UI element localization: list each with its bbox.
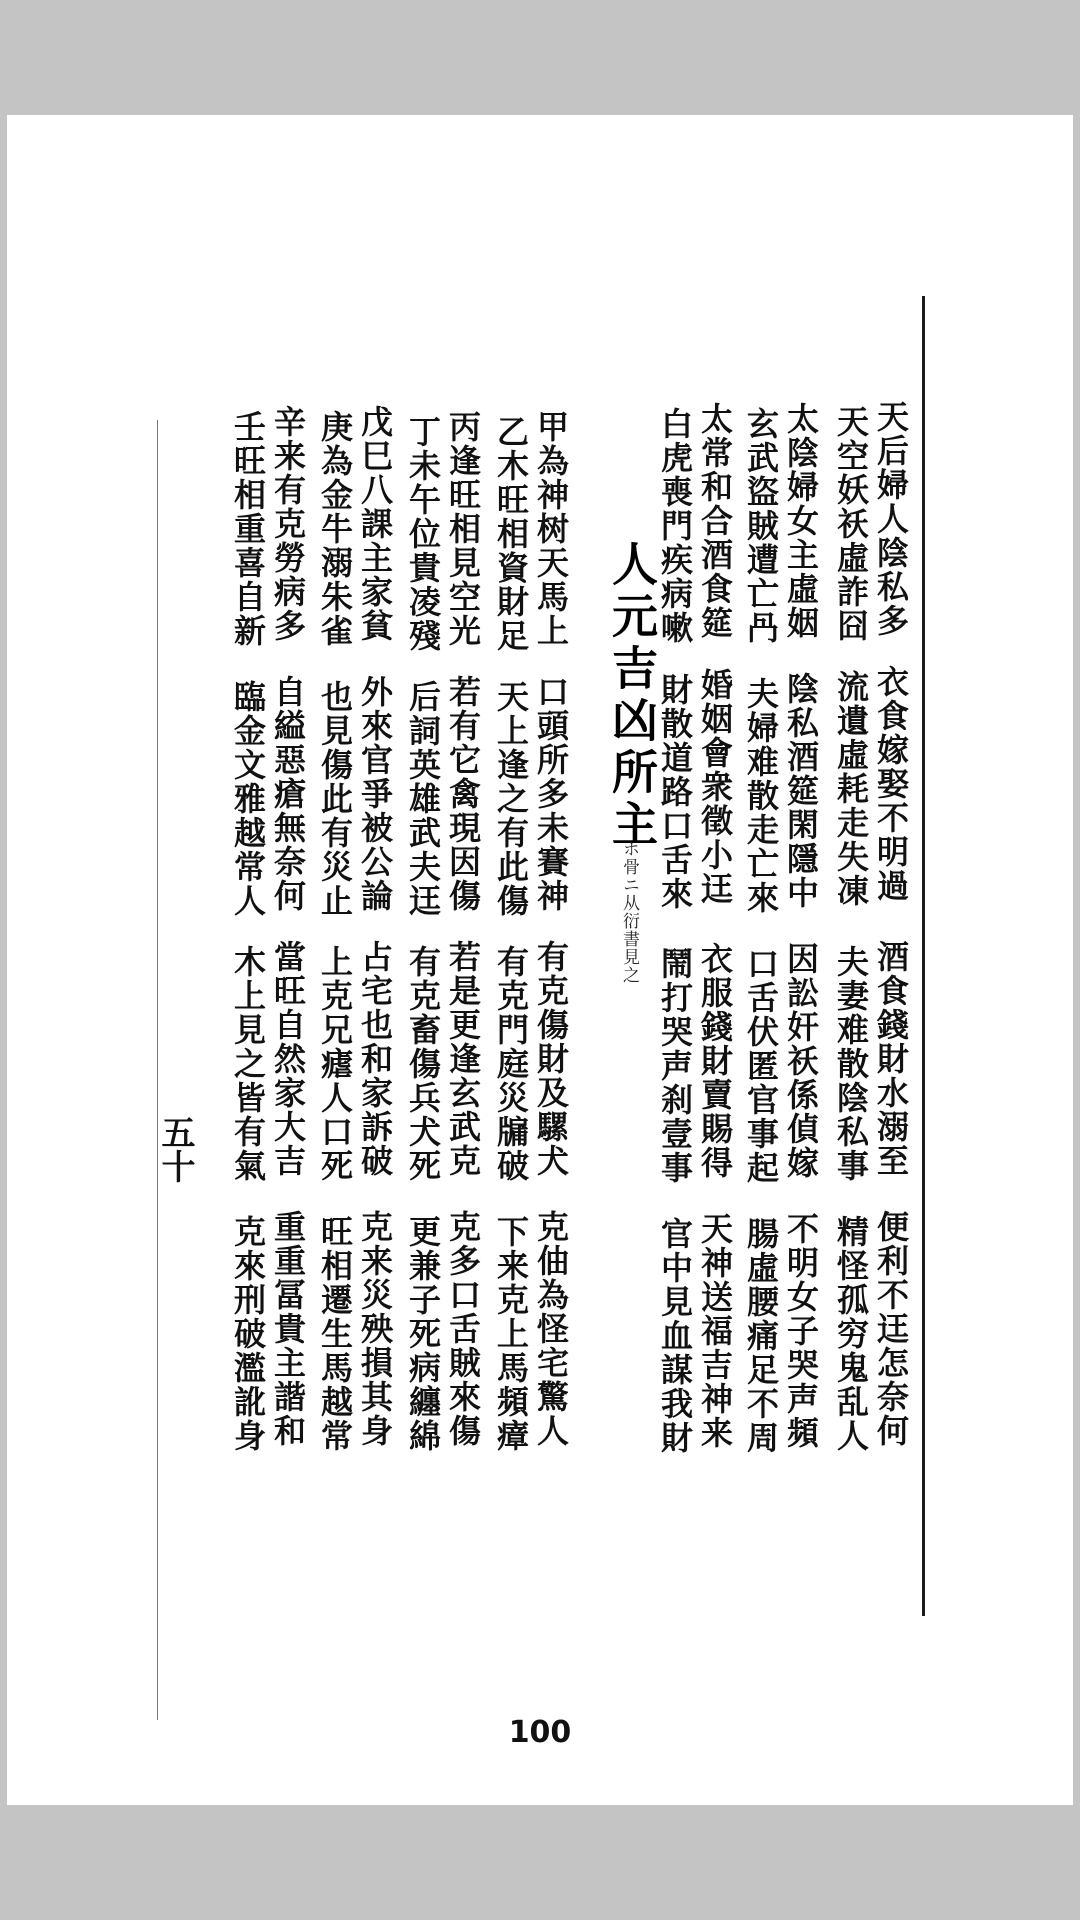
text-column: 也見傷此有災止: [316, 680, 354, 918]
text-column: 若有它禽現因傷: [444, 675, 482, 913]
text-column: 甲為神树天馬上: [532, 410, 570, 648]
text-column: 克多口舌賊來傷: [444, 1210, 482, 1448]
text-column: 天神送福吉神来: [696, 1212, 734, 1450]
text-column: 乙木旺相資財足: [492, 415, 530, 653]
text-column: 丁未午位貴凌殘: [404, 415, 442, 653]
text-column: 有克畜傷兵犬死: [404, 945, 442, 1183]
text-column: 木上見之皆有氣: [229, 945, 267, 1183]
text-column: 有克門庭災牖破: [492, 945, 530, 1183]
text-column: 臨金文雅越常人: [229, 680, 267, 918]
text-column: 辛来有克勞病多: [269, 405, 307, 643]
text-column: 天后婦人陰私多: [872, 400, 910, 638]
text-column: 上克兄瘧人口死: [316, 945, 354, 1183]
text-column: 壬旺相重喜自新: [229, 410, 267, 648]
manuscript-area: [137, 290, 937, 1760]
text-column: 當旺自然家大吉: [269, 940, 307, 1178]
text-column: 戊巳八課主家貧: [356, 405, 394, 643]
text-column: 外來官爭被公論: [356, 675, 394, 913]
text-column: 若是更逢玄武克: [444, 940, 482, 1178]
text-column: 更兼子死病纏綿: [404, 1215, 442, 1453]
text-column: 丙逢旺相見空光: [444, 410, 482, 648]
text-column: 庚為金牛溺朱雀: [316, 410, 354, 648]
text-column: 陰私酒筵閑隱中: [782, 672, 820, 910]
text-column: 占宅也和家訴破: [356, 940, 394, 1178]
text-column: 玄武盜賊遭亡冎: [742, 407, 780, 645]
text-column: 不明女子哭声頻: [782, 1212, 820, 1450]
text-column: 自縊惡瘡無奈何: [269, 675, 307, 913]
scanned-page: [7, 115, 1073, 1805]
text-column: 克伷為怪宅驚人: [532, 1210, 570, 1448]
text-column: 天空妖祅虛詐囧: [832, 405, 870, 643]
annotation-note: ホ骨ニ从衍書見之: [619, 840, 639, 984]
text-column: 下来克上馬頻瘴: [492, 1215, 530, 1453]
text-column: 口舌伏匿官事起: [742, 947, 780, 1185]
text-column: 夫婦难散走亡來: [742, 677, 780, 915]
text-column: 衣服錢財賣賜得: [696, 942, 734, 1180]
text-column: 有克傷財及騾犬: [532, 940, 570, 1178]
text-column: 太常和合酒食筵: [696, 402, 734, 640]
text-column: 官中見血謀我財: [656, 1217, 694, 1455]
text-column: 后詞英雄武夫迋: [404, 680, 442, 918]
text-column: 酒食錢財水溺至: [872, 940, 910, 1178]
text-column: 克来災殃損其身: [356, 1210, 394, 1448]
text-column: 因訟奸祅係偵嫁: [782, 942, 820, 1180]
text-column: 流遺虛耗走失凍: [832, 670, 870, 908]
text-column: 太陰婦女主虛姻: [782, 402, 820, 640]
text-column: 精怪孤穷鬼乱人: [832, 1215, 870, 1453]
page-number: 100: [508, 1715, 572, 1750]
text-column: 旺相遷生馬越常: [316, 1215, 354, 1453]
text-column: 衣食嫁娶不明過: [872, 665, 910, 903]
text-column: 天上逢之有此傷: [492, 680, 530, 918]
text-column: 便利不迋怎奈何: [872, 1210, 910, 1448]
text-column: 婚姻會衆徵小迋: [696, 668, 734, 906]
page-border-right: [922, 296, 925, 1616]
text-column: 財散道路口舌來: [656, 673, 694, 911]
text-column: 腸虛腰痛足不周: [742, 1217, 780, 1455]
text-column: 夫妻难散陰私事: [832, 945, 870, 1183]
text-column: 口頭所多未賽神: [532, 675, 570, 913]
section-heading: 人元吉凶所主: [605, 540, 659, 852]
page-border-left: [157, 420, 158, 1720]
text-column: 重重冨貴主諧和: [269, 1210, 307, 1448]
folio-number: 五十: [155, 1115, 195, 1183]
text-column: 克來刑破濫訛身: [229, 1215, 267, 1453]
text-column: 鬧打哭声刹壹事: [656, 947, 694, 1185]
text-column: 白虎喪門疾病嗽: [656, 407, 694, 645]
